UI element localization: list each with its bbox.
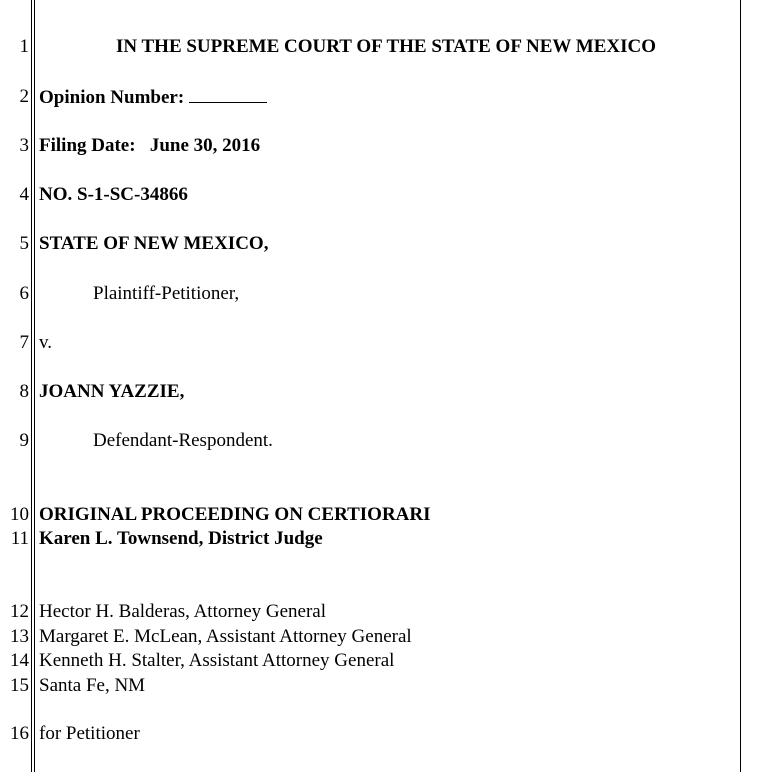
defendant-name: JOANN YAZZIE,: [39, 381, 185, 402]
line-number: 3: [19, 135, 29, 156]
line-number: 14: [10, 650, 29, 671]
document-line: [0, 625, 774, 649]
line-number: 5: [19, 233, 29, 254]
counsel-location: Santa Fe, NM: [39, 675, 146, 696]
counsel-line: Kenneth H. Stalter, Assistant Attorney General: [39, 650, 395, 671]
line-number: 15: [10, 675, 29, 696]
line-number: 6: [19, 283, 29, 304]
line-number: 2: [19, 86, 29, 107]
court-heading: IN THE SUPREME COURT OF THE STATE OF NEW MEXICO: [115, 36, 657, 57]
line-number: 8: [19, 381, 29, 402]
counsel-line: Margaret E. McLean, Assistant Attorney General: [39, 626, 412, 647]
document-line: [0, 331, 774, 355]
document-line: [0, 503, 774, 527]
opinion-number-line: [39, 85, 267, 110]
document-line: [0, 429, 774, 453]
defendant-role: Defendant-Respondent.: [93, 430, 273, 451]
line-number: 9: [19, 430, 29, 451]
counsel-role: for Petitioner: [39, 723, 140, 744]
document-line: [0, 674, 774, 698]
filing-date: Filing Date: June 30, 2016: [39, 135, 261, 156]
opinion-number-label: Opinion Number:: [39, 87, 185, 108]
document-line: [0, 35, 774, 59]
document-line: [0, 232, 774, 256]
document-line: [0, 282, 774, 306]
district-judge: Karen L. Townsend, District Judge: [39, 528, 323, 549]
line-number: 4: [19, 184, 29, 205]
proceeding-type: ORIGINAL PROCEEDING ON CERTIORARI: [39, 504, 431, 525]
case-number: NO. S-1-SC-34866: [39, 184, 188, 205]
opinion-number-blank: [189, 85, 267, 103]
line-number: 10: [10, 504, 29, 525]
line-number: 16: [10, 723, 29, 744]
line-number: 7: [19, 332, 29, 353]
plaintiff-name: STATE OF NEW MEXICO,: [39, 233, 269, 254]
document-line: [0, 527, 774, 551]
document-line: [0, 183, 774, 207]
document-line: [0, 380, 774, 404]
document-line: [0, 600, 774, 624]
document-line: [0, 722, 774, 746]
document-line: [0, 134, 774, 158]
line-number: 12: [10, 601, 29, 622]
plaintiff-role: Plaintiff-Petitioner,: [93, 283, 240, 304]
versus: v.: [39, 332, 53, 353]
document-line: [0, 85, 774, 109]
line-number: 13: [10, 626, 29, 647]
document-line: [0, 649, 774, 673]
counsel-line: Hector H. Balderas, Attorney General: [39, 601, 327, 622]
line-number: 1: [19, 36, 29, 57]
line-number: 11: [10, 528, 29, 549]
